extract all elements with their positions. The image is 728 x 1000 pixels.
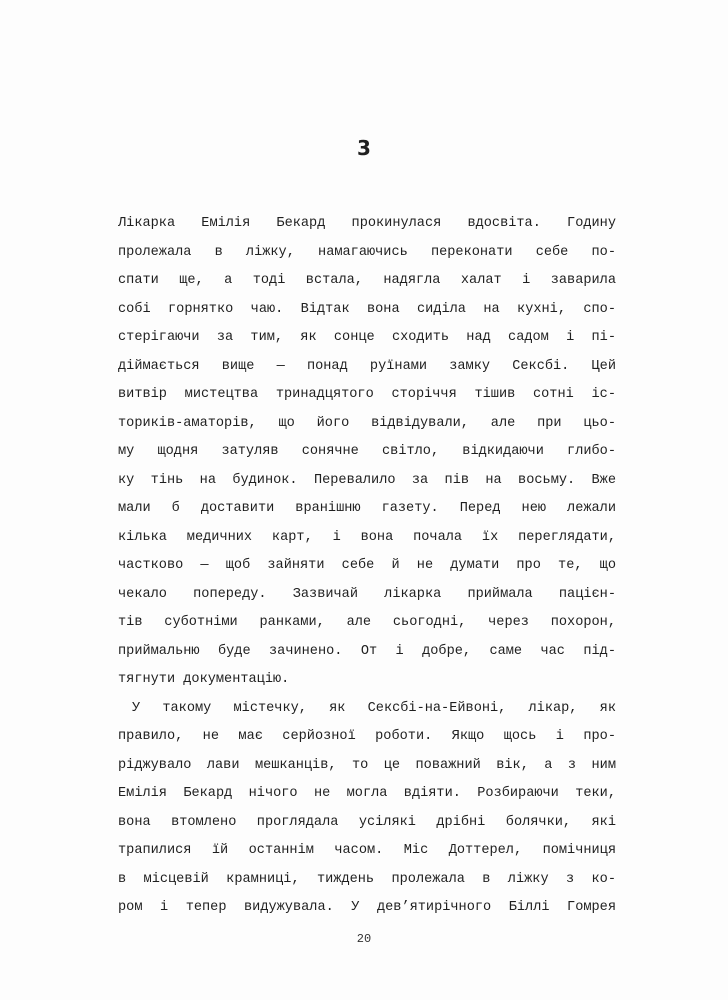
paragraph-1 — [118, 210, 616, 695]
text-line: трапилися їй останнім часом. Міс Доттерел, помічниця — [118, 843, 616, 858]
text-line: ториків-аматорів, що його відвідували, але при цьо- — [118, 415, 616, 431]
chapter-number: 3 — [357, 136, 371, 160]
text-line: У такому містечку, як Сексбі-на-Ейвоні, лікар, як — [132, 700, 616, 716]
text-line: пролежала в ліжку, намагаючись переконати себе по- — [118, 244, 616, 260]
text-line: спати ще, а тоді встала, надягла халат і заварила — [118, 273, 616, 288]
text-line: чекало попереду. Зазвичай лікарка приймала пацієн- — [118, 586, 616, 602]
text-line: ром і тепер видужувала. У дев’ятирічного Біллі Гомрея — [118, 900, 616, 915]
text-line: ріджувало лави мешканців, то це поважний вік, а з ним — [118, 757, 616, 773]
text-line: ку тінь на будинок. Перевалило за пів на восьму. Вже — [118, 472, 616, 488]
text-line: му щодня затуляв сонячне світло, відкидаючи глибо- — [118, 444, 616, 459]
body-text — [118, 210, 616, 923]
page-number: 20 — [356, 932, 372, 946]
text-line: кілька медичних карт, і вона почала їх переглядати, — [118, 529, 616, 545]
text-line: частково — щоб зайняти себе й не думати про те, що — [118, 558, 616, 573]
text-line: правило, не має серйозної роботи. Якщо щось і про- — [118, 729, 616, 744]
text-line: мали б доставити вранішню газету. Перед нею лежали — [118, 501, 616, 516]
text-line: діймається вище — понад руїнами замку Сексбі. Цей — [118, 358, 616, 374]
text-line: стерігаючи за тим, як сонце сходить над садом і пі- — [118, 330, 616, 345]
text-line: собі горнятко чаю. Відтак вона сиділа на кухні, спо- — [118, 301, 616, 317]
text-line: в місцевій крамниці, тиждень пролежала в ліжку з ко- — [118, 871, 616, 887]
text-line: витвір мистецтва тринадцятого сторіччя тішив сотні іс- — [118, 387, 616, 402]
paragraph-2 — [118, 695, 616, 923]
text-line: Емілія Бекард нічого не могла вдіяти. Розбираючи теки, — [118, 786, 616, 801]
text-line: вона втомлено проглядала усілякі дрібні болячки, які — [118, 814, 616, 830]
text-line: тягнути документацію. — [118, 672, 290, 687]
text-line: Лікарка Емілія Бекард прокинулася вдосвіта. Годину — [118, 216, 616, 231]
text-line: приймальню буде зачинено. От і добре, саме час під- — [118, 643, 616, 659]
text-line: тів суботніми ранками, але сьогодні, через похорон, — [118, 615, 616, 630]
